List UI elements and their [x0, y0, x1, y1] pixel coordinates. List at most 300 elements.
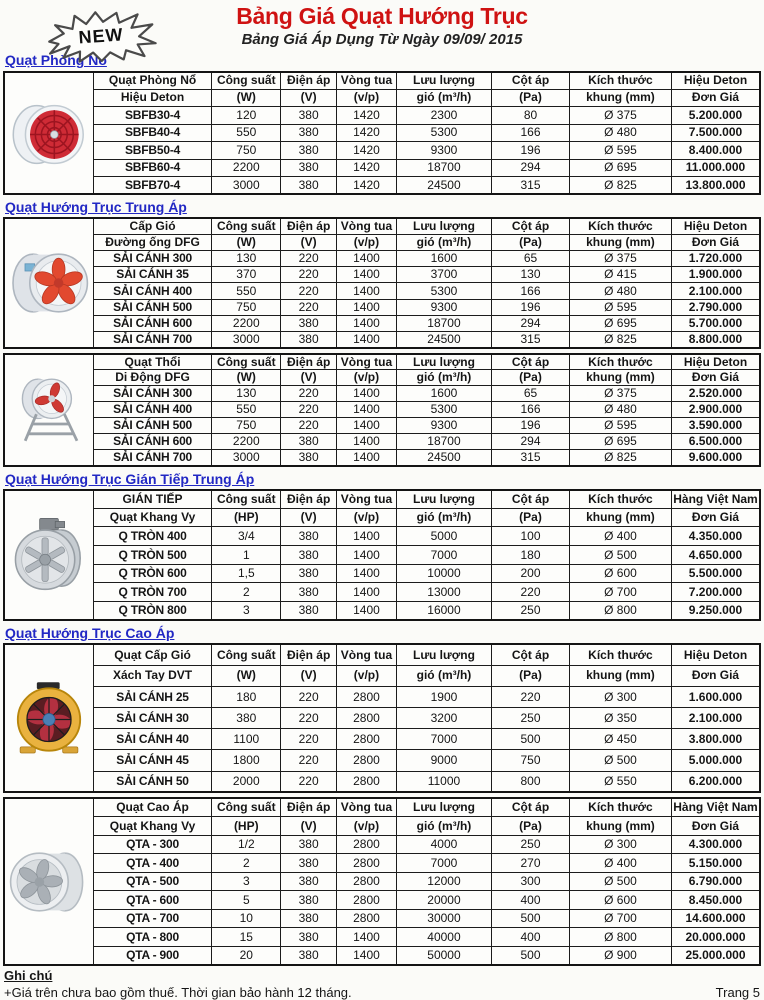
flow-cell: 2300	[396, 107, 491, 125]
voltage-unit-header: (V)	[281, 89, 337, 107]
portable-yellow-fan-image	[4, 644, 93, 792]
pressure-cell: 80	[492, 107, 570, 125]
table-row	[4, 771, 760, 792]
pressure-cell: 100	[492, 527, 570, 546]
voltage-cell: 380	[281, 872, 337, 891]
price-cell: 1.900.000	[671, 267, 760, 283]
voltage-unit-header: (V)	[281, 817, 337, 836]
voltage-cell: 380	[281, 835, 337, 854]
size-cell: Ø 375	[569, 386, 671, 402]
voltage-cell: 380	[281, 434, 337, 450]
power-unit-header: (HP)	[212, 508, 281, 527]
price-header: Đơn Giá	[671, 370, 760, 386]
model-cell: SẢI CÁNH 300	[93, 251, 212, 267]
pressure-header: Cột áp	[492, 218, 570, 234]
power-header: Công suất	[212, 490, 281, 509]
table-row	[4, 315, 760, 331]
price-header: Đơn Giá	[671, 89, 760, 107]
pressure-header: Cột áp	[492, 644, 570, 665]
flow-header: Lưu lượng	[396, 218, 491, 234]
flow-cell: 7000	[396, 546, 491, 565]
section-title: Quạt Hướng Trục Trung Áp	[5, 199, 187, 216]
portable-stand-fan-image	[4, 354, 93, 466]
model-cell: Q TRÒN 800	[93, 601, 212, 620]
voltage-cell: 380	[281, 546, 337, 565]
rpm-cell: 1420	[337, 177, 397, 195]
size-cell: Ø 700	[569, 583, 671, 602]
duct-fan-dfg-image	[4, 218, 93, 348]
notes-heading: Ghi chú	[4, 967, 53, 983]
table-row	[4, 267, 760, 283]
size-cell: Ø 800	[569, 928, 671, 947]
flow-header: Lưu lượng	[396, 490, 491, 509]
table-row	[4, 891, 760, 910]
flow-header: Lưu lượng	[396, 354, 491, 370]
pressure-cell: 220	[492, 686, 570, 707]
price-cell: 20.000.000	[671, 928, 760, 947]
price-cell: 7.500.000	[671, 124, 760, 142]
pressure-unit-header: (Pa)	[492, 370, 570, 386]
power-cell: 2000	[212, 771, 281, 792]
price-cell: 3.800.000	[671, 729, 760, 750]
model-cell: SẢI CÁNH 700	[93, 331, 212, 347]
pressure-unit-header: (Pa)	[492, 665, 570, 686]
rpm-header: Vòng tua	[337, 490, 397, 509]
price-cell: 14.600.000	[671, 909, 760, 928]
rpm-cell: 1400	[337, 299, 397, 315]
pressure-cell: 166	[492, 402, 570, 418]
flow-cell: 24500	[396, 331, 491, 347]
pressure-cell: 294	[492, 159, 570, 177]
voltage-cell: 380	[281, 946, 337, 965]
rpm-unit-header: (v/p)	[337, 89, 397, 107]
table-header-row-2	[4, 234, 760, 250]
flow-cell: 13000	[396, 583, 491, 602]
flow-cell: 5300	[396, 283, 491, 299]
product-series-header: Quạt Khang Vy	[93, 508, 212, 527]
price-cell: 13.800.000	[671, 177, 760, 195]
price-section	[3, 471, 761, 621]
pressure-cell: 250	[492, 835, 570, 854]
section-title: Quạt Phòng Nổ	[5, 52, 107, 69]
price-header: Đơn Giá	[671, 665, 760, 686]
flow-cell: 1900	[396, 686, 491, 707]
pressure-cell: 315	[492, 331, 570, 347]
price-cell: 1.720.000	[671, 251, 760, 267]
power-cell: 1/2	[212, 835, 281, 854]
size-cell: Ø 415	[569, 267, 671, 283]
voltage-cell: 380	[281, 928, 337, 947]
model-cell: SẢI CÁNH 600	[93, 315, 212, 331]
table-header-row-1	[4, 490, 760, 509]
model-cell: SẢI CÁNH 500	[93, 299, 212, 315]
price-cell: 5.200.000	[671, 107, 760, 125]
page-subtitle: Bảng Giá Áp Dụng Từ Ngày 09/09/ 2015	[241, 31, 523, 49]
product-series-header: Di Động DFG	[93, 370, 212, 386]
pressure-cell: 65	[492, 251, 570, 267]
price-cell: 4.350.000	[671, 527, 760, 546]
table-row	[4, 124, 760, 142]
size-cell: Ø 500	[569, 546, 671, 565]
table-row	[4, 331, 760, 347]
rpm-cell: 1420	[337, 159, 397, 177]
model-cell: SẢI CÁNH 400	[93, 283, 212, 299]
voltage-cell: 380	[281, 142, 337, 160]
size-header: Kích thước	[569, 354, 671, 370]
product-group-header: Quạt Thổi	[93, 354, 212, 370]
price-cell: 9.250.000	[671, 601, 760, 620]
model-cell: SẢI CÁNH 300	[93, 386, 212, 402]
pressure-cell: 500	[492, 909, 570, 928]
price-cell: 9.600.000	[671, 450, 760, 466]
price-header: Đơn Giá	[671, 234, 760, 250]
pressure-header: Cột áp	[492, 798, 570, 817]
rpm-cell: 2800	[337, 771, 397, 792]
pressure-cell: 250	[492, 601, 570, 620]
power-cell: 15	[212, 928, 281, 947]
flow-header: Lưu lượng	[396, 798, 491, 817]
product-series-header: Quạt Khang Vy	[93, 817, 212, 836]
voltage-header: Điện áp	[281, 218, 337, 234]
brand-header: Hiệu Deton	[671, 72, 760, 90]
size-cell: Ø 825	[569, 450, 671, 466]
size-cell: Ø 480	[569, 402, 671, 418]
model-cell: SBFB70-4	[93, 177, 212, 195]
power-cell: 380	[212, 708, 281, 729]
model-cell: SẢI CÁNH 50	[93, 771, 212, 792]
flow-cell: 18700	[396, 159, 491, 177]
model-cell: Q TRÒN 500	[93, 546, 212, 565]
rpm-cell: 1400	[337, 386, 397, 402]
product-group-header: Quạt Phòng Nổ	[93, 72, 212, 90]
size-cell: Ø 595	[569, 418, 671, 434]
price-cell: 5.000.000	[671, 750, 760, 771]
size-cell: Ø 595	[569, 299, 671, 315]
model-cell: SẢI CÁNH 700	[93, 450, 212, 466]
table-row	[4, 299, 760, 315]
power-cell: 370	[212, 267, 281, 283]
product-series-header: Xách Tay DVT	[93, 665, 212, 686]
flow-cell: 16000	[396, 601, 491, 620]
power-cell: 20	[212, 946, 281, 965]
pressure-header: Cột áp	[492, 72, 570, 90]
rpm-cell: 2800	[337, 909, 397, 928]
size-cell: Ø 500	[569, 872, 671, 891]
size-cell: Ø 500	[569, 750, 671, 771]
rpm-cell: 1400	[337, 418, 397, 434]
model-cell: SBFB50-4	[93, 142, 212, 160]
price-cell: 6.790.000	[671, 872, 760, 891]
table-row	[4, 159, 760, 177]
rpm-cell: 1400	[337, 331, 397, 347]
pressure-cell: 800	[492, 771, 570, 792]
flow-cell: 3700	[396, 267, 491, 283]
price-header: Đơn Giá	[671, 508, 760, 527]
model-cell: SẢI CÁNH 35	[93, 267, 212, 283]
model-cell: SẢI CÁNH 500	[93, 418, 212, 434]
power-header: Công suất	[212, 354, 281, 370]
power-cell: 2200	[212, 159, 281, 177]
pressure-cell: 250	[492, 708, 570, 729]
pressure-unit-header: (Pa)	[492, 89, 570, 107]
voltage-cell: 380	[281, 854, 337, 873]
flow-unit-header: gió (m³/h)	[396, 665, 491, 686]
power-header: Công suất	[212, 644, 281, 665]
rpm-cell: 1400	[337, 251, 397, 267]
flow-cell: 24500	[396, 450, 491, 466]
rpm-cell: 1400	[337, 527, 397, 546]
model-cell: SBFB30-4	[93, 107, 212, 125]
voltage-unit-header: (V)	[281, 665, 337, 686]
size-cell: Ø 800	[569, 601, 671, 620]
voltage-cell: 220	[281, 708, 337, 729]
power-cell: 3/4	[212, 527, 281, 546]
flow-cell: 30000	[396, 909, 491, 928]
table-row	[4, 450, 760, 466]
rpm-cell: 1400	[337, 583, 397, 602]
flow-cell: 1600	[396, 251, 491, 267]
voltage-cell: 380	[281, 315, 337, 331]
power-cell: 1100	[212, 729, 281, 750]
pressure-header: Cột áp	[492, 354, 570, 370]
flow-cell: 12000	[396, 872, 491, 891]
pressure-cell: 270	[492, 854, 570, 873]
model-cell: QTA - 900	[93, 946, 212, 965]
power-cell: 5	[212, 891, 281, 910]
voltage-cell: 220	[281, 750, 337, 771]
price-table-t2	[3, 217, 761, 349]
size-cell: Ø 300	[569, 686, 671, 707]
model-cell: Q TRÒN 700	[93, 583, 212, 602]
price-cell: 8.400.000	[671, 142, 760, 160]
size-cell: Ø 825	[569, 331, 671, 347]
page-title: Bảng Giá Quạt Hướng Trục	[236, 3, 528, 29]
table-row	[4, 564, 760, 583]
voltage-cell: 380	[281, 177, 337, 195]
voltage-cell: 380	[281, 583, 337, 602]
table-header-row-1	[4, 218, 760, 234]
table-row	[4, 386, 760, 402]
product-group-header: Cấp Gió	[93, 218, 212, 234]
flow-unit-header: gió (m³/h)	[396, 234, 491, 250]
voltage-cell: 380	[281, 331, 337, 347]
rpm-unit-header: (v/p)	[337, 508, 397, 527]
rpm-unit-header: (v/p)	[337, 370, 397, 386]
size-cell: Ø 595	[569, 142, 671, 160]
power-cell: 130	[212, 386, 281, 402]
size-cell: Ø 375	[569, 251, 671, 267]
brand-header: Hàng Việt Nam	[671, 798, 760, 817]
size-cell: Ø 480	[569, 124, 671, 142]
model-cell: SẢI CÁNH 25	[93, 686, 212, 707]
rpm-cell: 1400	[337, 928, 397, 947]
power-cell: 550	[212, 402, 281, 418]
pressure-unit-header: (Pa)	[492, 817, 570, 836]
model-cell: SBFB40-4	[93, 124, 212, 142]
table-row	[4, 729, 760, 750]
model-cell: QTA - 400	[93, 854, 212, 873]
size-cell: Ø 450	[569, 729, 671, 750]
pressure-cell: 200	[492, 564, 570, 583]
size-cell: Ø 825	[569, 177, 671, 195]
table-row	[4, 107, 760, 125]
rpm-unit-header: (v/p)	[337, 817, 397, 836]
pressure-cell: 166	[492, 124, 570, 142]
table-row	[4, 946, 760, 965]
flow-cell: 24500	[396, 177, 491, 195]
voltage-cell: 380	[281, 159, 337, 177]
pressure-cell: 400	[492, 928, 570, 947]
brand-header: Hiệu Deton	[671, 354, 760, 370]
table-header-row-1	[4, 72, 760, 90]
product-series-header: Đường ống DFG	[93, 234, 212, 250]
voltage-header: Điện áp	[281, 490, 337, 509]
table-row	[4, 750, 760, 771]
section-title: Quạt Hướng Trục Cao Áp	[5, 624, 175, 641]
size-cell: Ø 375	[569, 107, 671, 125]
table-row	[4, 583, 760, 602]
price-header: Đơn Giá	[671, 817, 760, 836]
price-table-t6	[3, 797, 761, 966]
flow-cell: 5300	[396, 402, 491, 418]
power-cell: 2200	[212, 434, 281, 450]
price-cell: 2.900.000	[671, 402, 760, 418]
price-cell: 5.500.000	[671, 564, 760, 583]
pressure-cell: 400	[492, 891, 570, 910]
voltage-unit-header: (V)	[281, 234, 337, 250]
rpm-cell: 1420	[337, 124, 397, 142]
table-row	[4, 928, 760, 947]
model-cell: QTA - 300	[93, 835, 212, 854]
pressure-cell: 300	[492, 872, 570, 891]
rpm-cell: 1400	[337, 402, 397, 418]
power-cell: 2200	[212, 315, 281, 331]
size-cell: Ø 695	[569, 434, 671, 450]
table-header-row-1	[4, 354, 760, 370]
price-cell: 2.100.000	[671, 708, 760, 729]
voltage-cell: 380	[281, 107, 337, 125]
power-cell: 2	[212, 854, 281, 873]
price-section	[3, 52, 761, 195]
rpm-header: Vòng tua	[337, 72, 397, 90]
power-cell: 750	[212, 142, 281, 160]
table-header-row-2	[4, 89, 760, 107]
power-cell: 180	[212, 686, 281, 707]
price-table-t4	[3, 489, 761, 621]
flow-cell: 7000	[396, 729, 491, 750]
pressure-cell: 65	[492, 386, 570, 402]
voltage-cell: 220	[281, 283, 337, 299]
model-cell: Q TRÒN 600	[93, 564, 212, 583]
price-cell: 5.150.000	[671, 854, 760, 873]
price-cell: 11.000.000	[671, 159, 760, 177]
table-row	[4, 251, 760, 267]
voltage-cell: 220	[281, 386, 337, 402]
table-row	[4, 283, 760, 299]
rpm-cell: 2800	[337, 729, 397, 750]
new-badge	[43, 6, 158, 66]
model-cell: Q TRÒN 400	[93, 527, 212, 546]
table-row	[4, 601, 760, 620]
model-cell: SBFB60-4	[93, 159, 212, 177]
table-row	[4, 686, 760, 707]
table-header-row-2	[4, 817, 760, 836]
pressure-unit-header: (Pa)	[492, 508, 570, 527]
flow-cell: 9300	[396, 418, 491, 434]
page-number: Trang 5	[715, 985, 760, 1000]
model-cell: QTA - 700	[93, 909, 212, 928]
price-cell: 4.300.000	[671, 835, 760, 854]
price-cell: 2.790.000	[671, 299, 760, 315]
power-cell: 750	[212, 418, 281, 434]
rpm-cell: 1400	[337, 450, 397, 466]
voltage-cell: 220	[281, 771, 337, 792]
size-cell: Ø 350	[569, 708, 671, 729]
size-cell: Ø 480	[569, 283, 671, 299]
size-cell: Ø 700	[569, 909, 671, 928]
power-cell: 3	[212, 601, 281, 620]
flow-unit-header: gió (m³/h)	[396, 817, 491, 836]
size-cell: Ø 695	[569, 159, 671, 177]
pressure-unit-header: (Pa)	[492, 234, 570, 250]
voltage-cell: 380	[281, 564, 337, 583]
rpm-cell: 2800	[337, 686, 397, 707]
rpm-cell: 1400	[337, 434, 397, 450]
rpm-cell: 1400	[337, 546, 397, 565]
table-row	[4, 854, 760, 873]
product-group-header: Quạt Cấp Gió	[93, 644, 212, 665]
model-cell: SẢI CÁNH 40	[93, 729, 212, 750]
pressure-header: Cột áp	[492, 490, 570, 509]
brand-header: Hiệu Deton	[671, 218, 760, 234]
size-cell: Ø 900	[569, 946, 671, 965]
rpm-cell: 1400	[337, 601, 397, 620]
size-cell: Ø 600	[569, 891, 671, 910]
pressure-cell: 220	[492, 583, 570, 602]
price-cell: 6.200.000	[671, 771, 760, 792]
power-unit-header: (W)	[212, 89, 281, 107]
table-header-row-1	[4, 644, 760, 665]
flow-header: Lưu lượng	[396, 72, 491, 90]
size-header: Kích thước	[569, 72, 671, 90]
pressure-cell: 315	[492, 177, 570, 195]
pressure-cell: 500	[492, 729, 570, 750]
table-row	[4, 546, 760, 565]
voltage-cell: 380	[281, 450, 337, 466]
price-cell: 6.500.000	[671, 434, 760, 450]
price-cell: 2.520.000	[671, 386, 760, 402]
flow-cell: 10000	[396, 564, 491, 583]
power-cell: 1,5	[212, 564, 281, 583]
rpm-cell: 1400	[337, 564, 397, 583]
explosion-proof-fan-image	[4, 72, 93, 195]
size-header: Kích thước	[569, 218, 671, 234]
power-cell: 550	[212, 124, 281, 142]
flow-cell: 11000	[396, 771, 491, 792]
model-cell: QTA - 800	[93, 928, 212, 947]
table-row	[4, 708, 760, 729]
price-cell: 4.650.000	[671, 546, 760, 565]
voltage-cell: 380	[281, 909, 337, 928]
power-header: Công suất	[212, 798, 281, 817]
size-unit-header: khung (mm)	[569, 234, 671, 250]
voltage-header: Điện áp	[281, 644, 337, 665]
flow-cell: 9000	[396, 750, 491, 771]
model-cell: QTA - 600	[93, 891, 212, 910]
rpm-cell: 1420	[337, 107, 397, 125]
flow-cell: 18700	[396, 315, 491, 331]
power-cell: 550	[212, 283, 281, 299]
